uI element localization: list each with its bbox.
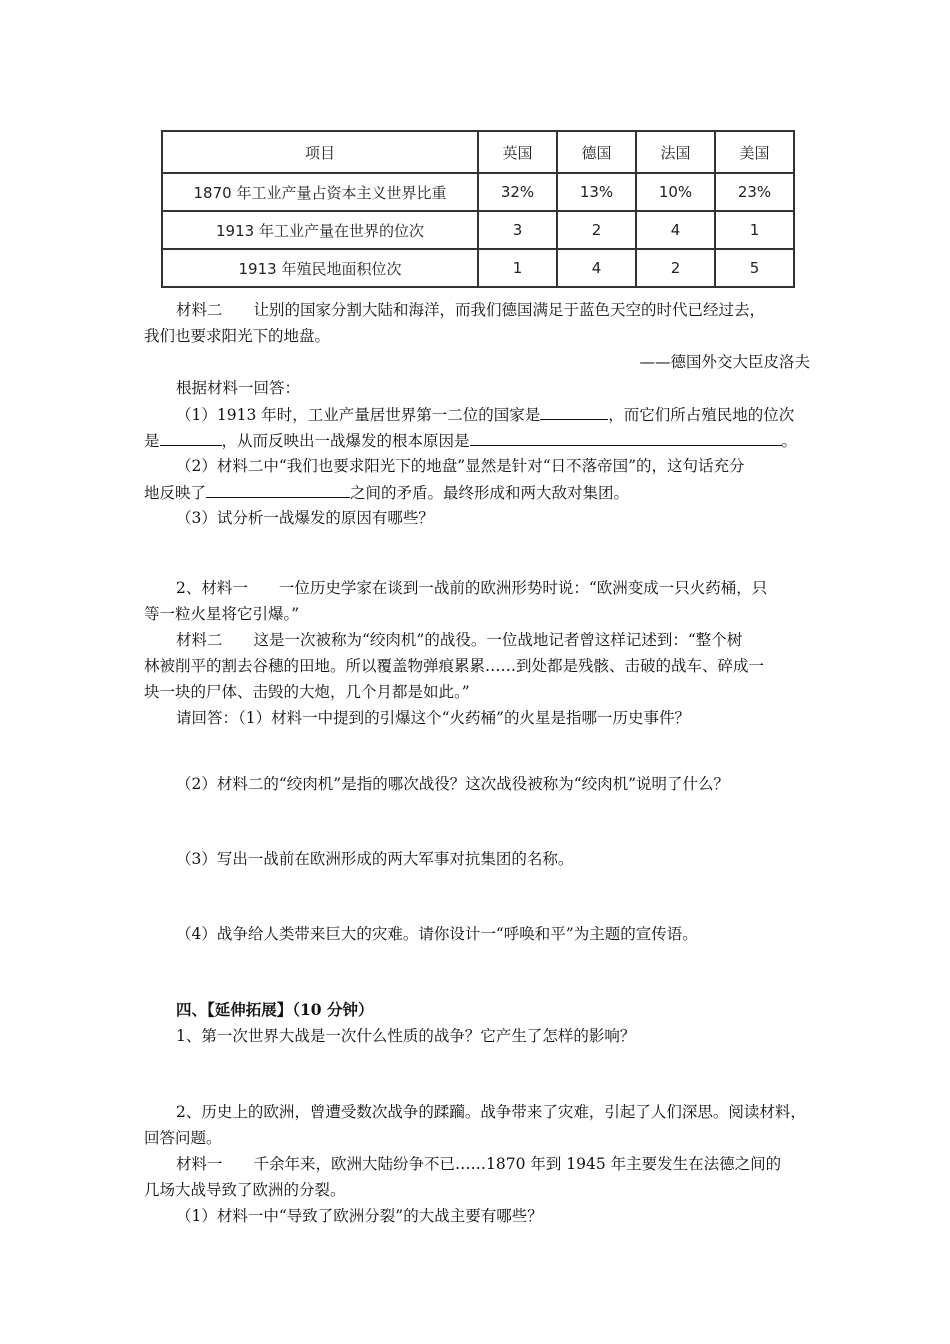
table-header-cell: 德国 [557, 131, 636, 173]
table-cell: 23% [715, 173, 794, 211]
section4-question2-line1: 2、历史上的欧洲，曾遭受数次战争的蹂躏。战争带来了灾难，引起了人们深思。阅读材料， [176, 1103, 806, 1121]
section4-material1-line2: 几场大战导致了欧洲的分裂。 [144, 1181, 346, 1199]
question1-text: ，从而反映出一战爆发的根本原因是 [221, 432, 470, 450]
section2-material2-line2: 林被削平的割去谷穗的田地。所以覆盖物弹痕累累……到处都是残骸、击破的战车、碎成一 [144, 657, 765, 675]
question1-line2 [144, 427, 810, 454]
section2-question4: （4）战争给人类带来巨大的灾难。请你设计一“呼唤和平”为主题的宣传语。 [176, 925, 698, 943]
table-header-cell: 法国 [636, 131, 715, 173]
question-intro: 根据材料一回答： [176, 379, 301, 397]
material2-line1: 材料二 让别的国家分割大陆和海洋，而我们德国满足于蓝色天空的时代已经过去， [176, 301, 766, 319]
answer-blank[interactable] [160, 427, 222, 446]
section4-question2-line2: 回答问题。 [144, 1129, 222, 1147]
question1-line1 [176, 401, 842, 428]
section2-question1: 请回答：（1）材料一中提到的引爆这个“火药桶”的火星是指哪一历史事件？ [176, 709, 690, 727]
table-cell: 1913 年工业产量在世界的位次 [162, 211, 478, 249]
table-cell: 5 [715, 249, 794, 287]
section4-title: 四、【延伸拓展】（10 分钟） [176, 1000, 374, 1019]
table-header-cell: 项目 [162, 131, 478, 173]
table-cell: 32% [478, 173, 557, 211]
table-cell: 2 [636, 249, 715, 287]
answer-blank[interactable] [470, 427, 782, 446]
table-cell: 13% [557, 173, 636, 211]
section4-question1: 1、第一次世界大战是一次什么性质的战争？它产生了怎样的影响？ [176, 1027, 636, 1045]
answer-blank[interactable] [540, 401, 608, 420]
section2-material2-line3: 块一块的尸体、击毁的大炮，几个月都是如此。” [144, 683, 470, 701]
question1-text: 是 [144, 432, 160, 450]
table-header-cell: 美国 [715, 131, 794, 173]
section4-question2-part1: （1）材料一中“导致了欧洲分裂”的大战主要有哪些？ [176, 1207, 543, 1225]
table-cell: 1870 年工业产量占资本主义世界比重 [162, 173, 478, 211]
table-cell: 1913 年殖民地面积位次 [162, 249, 478, 287]
section2-material1-line2: 等一粒火星将它引爆。” [144, 605, 300, 623]
question2-text: 地反映了 [144, 484, 207, 502]
section2-question3: （3）写出一战前在欧洲形成的两大军事对抗集团的名称。 [176, 850, 574, 868]
question1-text: 。 [781, 432, 798, 450]
question3: （3）试分析一战爆发的原因有哪些？ [176, 509, 434, 527]
question2-line2 [144, 479, 810, 506]
answer-blank[interactable] [206, 479, 350, 498]
question2-line1: （2）材料二中“我们也要求阳光下的地盘”显然是针对“日不落帝国”的，这句话充分 [176, 457, 745, 475]
table-cell: 10% [636, 173, 715, 211]
table-header-cell: 英国 [478, 131, 557, 173]
table-row [162, 211, 794, 249]
section4-material1-line1: 材料一 千余年来，欧洲大陆纷争不已……1870 年到 1945 年主要发生在法德之间的 [176, 1155, 782, 1173]
table-header-row [162, 131, 794, 173]
table-row [162, 173, 794, 211]
table-cell: 4 [557, 249, 636, 287]
section2-question2: （2）材料二的“绞肉机”是指的哪次战役？这次战役被称为“绞肉机”说明了什么？ [176, 775, 730, 793]
table-row [162, 249, 794, 287]
table-cell: 1 [715, 211, 794, 249]
industry-table [161, 130, 795, 288]
table-cell: 4 [636, 211, 715, 249]
section2-material2-line1: 材料二 这是一次被称为“绞肉机”的战役。一位战地记者曾这样记述到：“整个树 [176, 631, 743, 649]
table-cell: 3 [478, 211, 557, 249]
question2-text: 之间的矛盾。最终形成和两大敌对集团。 [350, 484, 630, 502]
question1-text: ，而它们所占殖民地的位次 [608, 406, 795, 424]
material2-line2: 我们也要求阳光下的地盘。 [144, 327, 331, 345]
material2-source: ——德国外交大臣皮洛夫 [639, 353, 810, 371]
question1-text: （1）1913 年时，工业产量居世界第一二位的国家是 [176, 406, 541, 424]
table-cell: 2 [557, 211, 636, 249]
section2-material1-line1: 2、材料一 一位历史学家在谈到一战前的欧洲形势时说：“欧洲变成一只火药桶，只 [176, 579, 768, 597]
table-cell: 1 [478, 249, 557, 287]
